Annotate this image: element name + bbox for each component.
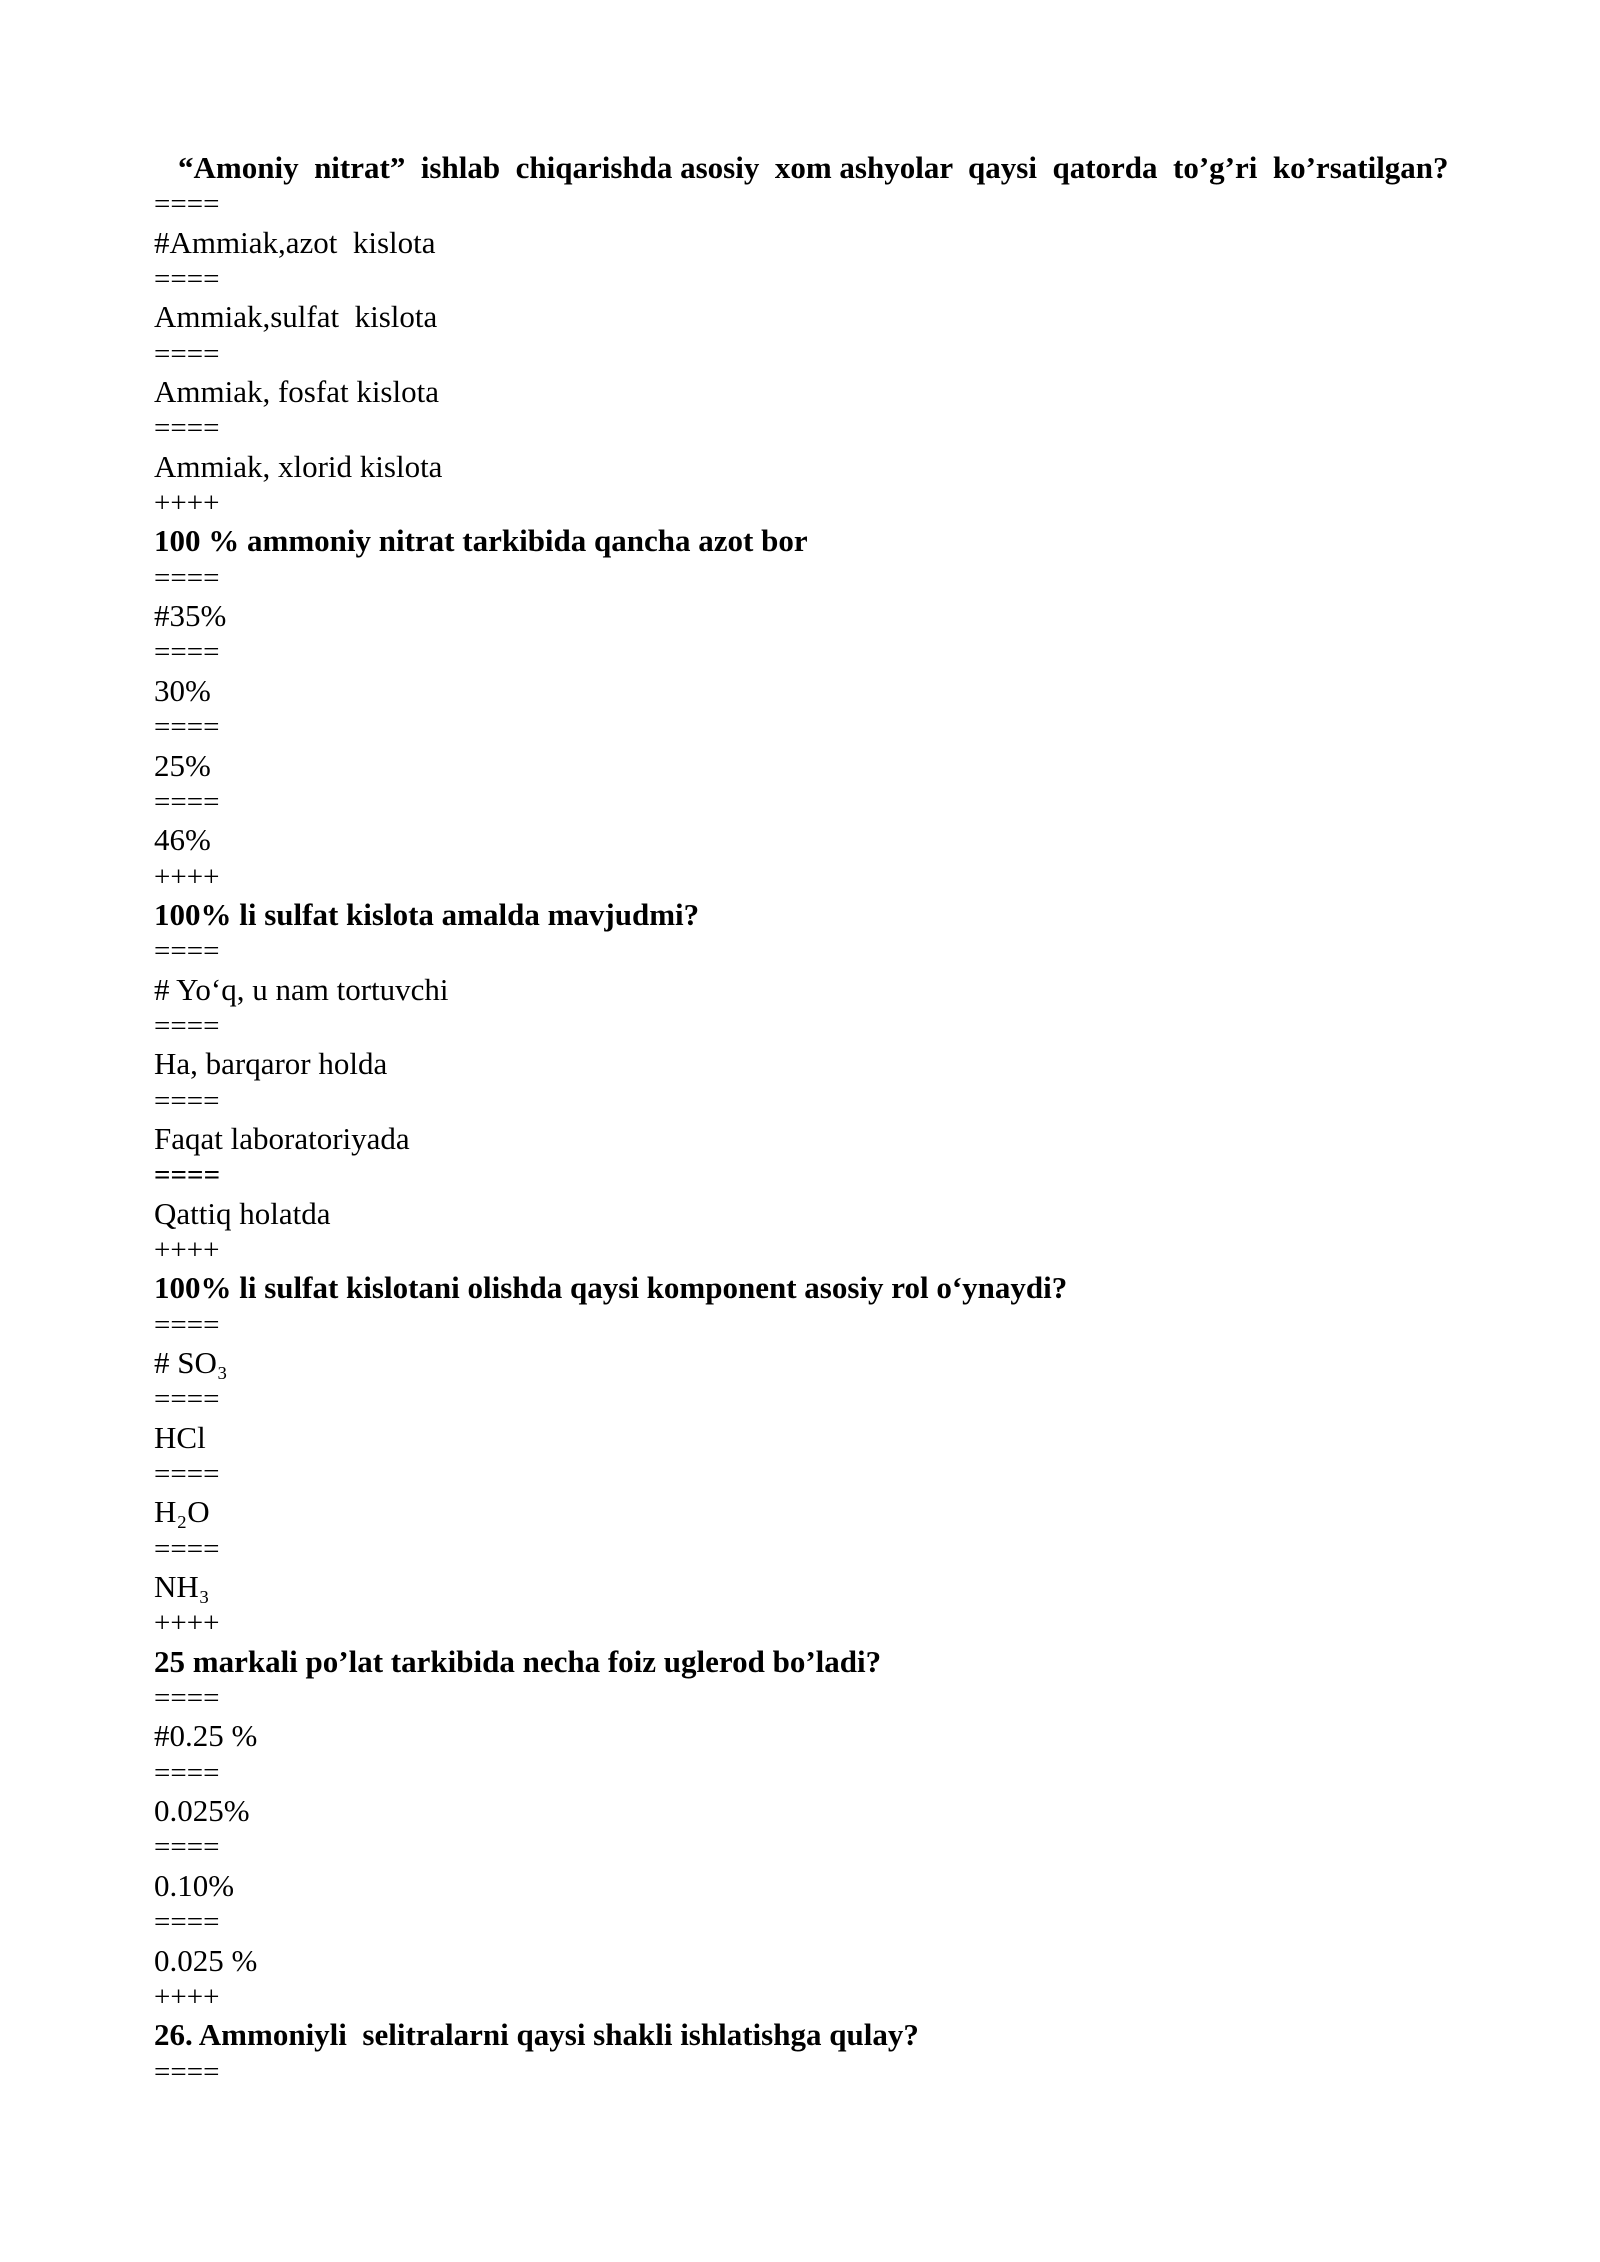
- answer-option: #0.25 %: [154, 1718, 258, 1754]
- question-separator: ++++: [154, 1607, 220, 1640]
- answer-option: H₂O: [154, 1494, 210, 1530]
- answer-option: #Ammiak,azot kislota: [154, 224, 436, 260]
- question-text: 25 markali po’lat tarkibida necha foiz uglerod bo’ladi?: [154, 1643, 882, 1679]
- answer-option: #35%: [154, 598, 227, 634]
- answer-option: Faqat laboratoriyada: [154, 1120, 410, 1156]
- question-separator: ++++: [154, 1980, 220, 2013]
- answer-option: 30%: [154, 672, 211, 708]
- option-separator: ====: [154, 2055, 220, 2088]
- answer-option: HCl: [154, 1419, 206, 1455]
- option-separator: ====: [154, 1756, 220, 1789]
- option-separator: ====: [154, 1532, 220, 1565]
- answer-option: 25%: [154, 747, 211, 783]
- answer-option: Ammiak, xlorid kislota: [154, 448, 443, 484]
- document-page: [154, 149, 1494, 2091]
- option-separator: ====: [154, 785, 220, 818]
- question-text: “Amoniy nitrat” ishlab chiqarishda asosiy xom ashyolar qaysi qatorda to’g’ri ko’rsatilgan?: [178, 150, 1449, 185]
- answer-option: Ammiak, fosfat kislota: [154, 374, 439, 410]
- question-text: 100 % ammoniy nitrat tarkibida qancha azot bor: [154, 523, 808, 559]
- option-separator: ====: [154, 711, 220, 744]
- option-separator: ====: [154, 1159, 221, 1192]
- option-separator: ====: [154, 935, 220, 968]
- option-separator: ====: [154, 1009, 220, 1042]
- answer-option: Ammiak,sulfat kislota: [154, 299, 438, 335]
- answer-option: 0.10%: [154, 1867, 235, 1903]
- option-separator: ====: [154, 337, 220, 370]
- answer-option: # SO₃: [154, 1345, 228, 1380]
- option-separator: ====: [154, 1308, 220, 1341]
- question-separator: ++++: [154, 487, 220, 520]
- question-text: 100% li sulfat kislotani olishda qaysi komponent asosiy rol o‘ynaydi?: [154, 1270, 1068, 1306]
- option-separator: ====: [154, 1831, 220, 1864]
- answer-option: Ha, barqaror holda: [154, 1046, 388, 1082]
- option-separator: ====: [154, 263, 220, 296]
- answer-option: Qattiq holatda: [154, 1195, 331, 1231]
- question-separator: ++++: [154, 860, 220, 893]
- option-separator: ====: [154, 188, 220, 221]
- answer-option: 0.025%: [154, 1793, 250, 1829]
- answer-option: 0.025 %: [154, 1942, 258, 1978]
- answer-option: 46%: [154, 822, 211, 858]
- option-separator: ====: [154, 636, 220, 669]
- question-separator: ++++: [154, 1233, 220, 1266]
- option-separator: ====: [154, 561, 220, 594]
- option-separator: ====: [154, 412, 220, 445]
- question-text: 26. Ammoniyli selitralarni qaysi shakli ishlatishga qulay?: [154, 2017, 919, 2053]
- answer-option: # Yo‘q, u nam tortuvchi: [154, 971, 449, 1007]
- question-text: 100% li sulfat kislota amalda mavjudmi?: [154, 896, 700, 932]
- option-separator: ====: [154, 1682, 220, 1715]
- option-separator: ====: [154, 1084, 220, 1117]
- answer-option: NH₃: [154, 1569, 210, 1605]
- option-separator: ====: [154, 1458, 220, 1491]
- option-separator: ====: [154, 1906, 220, 1939]
- option-separator: ====: [154, 1383, 220, 1416]
